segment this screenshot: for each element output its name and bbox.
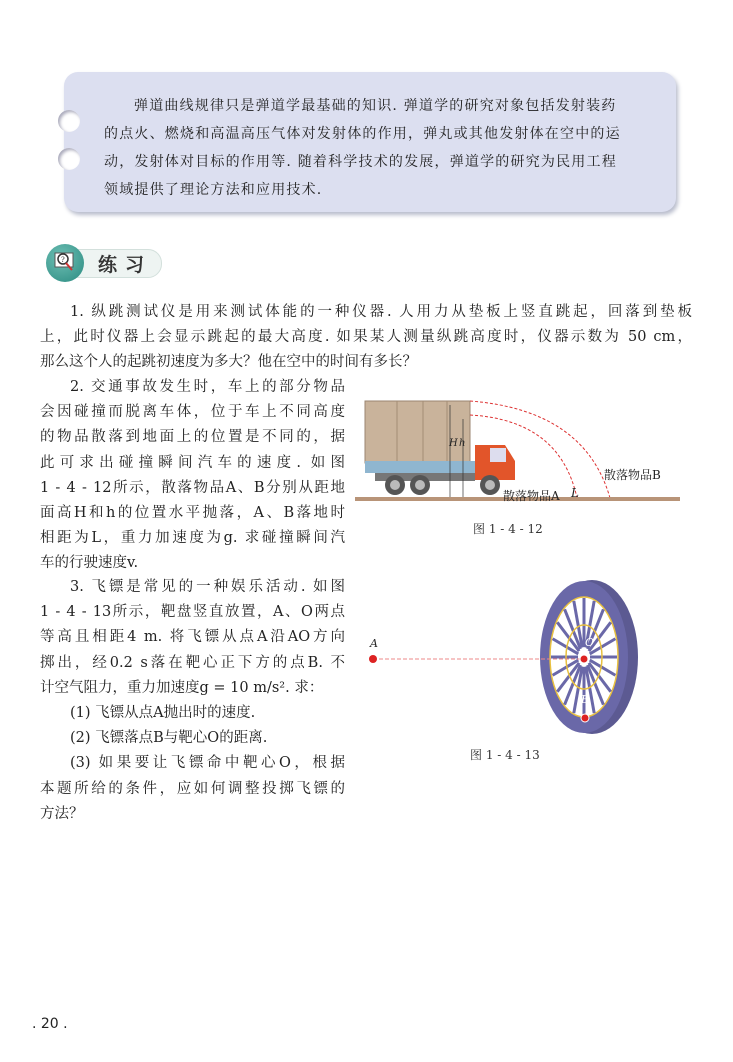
problem-line: 掷出，经0.2 s落在靶心正下方的点B. 不	[40, 654, 345, 671]
note-line: 领域提供了理论方法和应用技术.	[104, 182, 323, 198]
problem-line: 1. 纵跳测试仪是用来测试体能的一种仪器. 人用力从垫板上竖直跳起，回落到垫板	[70, 304, 692, 320]
point-B	[581, 714, 589, 722]
section-title: 练习	[98, 254, 153, 276]
problem-line: 此可求出碰撞瞬间汽车的速度. 如图	[40, 454, 345, 471]
figure-caption: 图 1 - 4 - 12	[473, 522, 543, 536]
label-O: O	[585, 636, 595, 649]
problem-line: 面高H和h的位置水平抛落，A、B落地时	[40, 505, 345, 522]
label-item-A: 散落物品A	[503, 489, 560, 503]
problem-line: 1 - 4 - 13所示，靶盘竖直放置，A、O两点	[40, 604, 345, 621]
reading-note-box	[64, 72, 676, 212]
problem-line: 上，此时仪器上会显示跳起的最大高度. 如果某人测量纵跳高度时，仪器示数为 50 cm，	[40, 329, 692, 346]
problem-line: (1) 飞镖从点A抛出时的速度.	[70, 705, 256, 722]
problem-line: 2. 交通事故发生时，车上的部分物品	[70, 379, 345, 395]
magnifier-question-icon	[46, 244, 84, 282]
problem-line: 会因碰撞而脱离车体，位于车上不同高度	[40, 404, 345, 421]
problem-line: 本题所给的条件，应如何调整投掷飞镖的	[40, 780, 345, 797]
label-h: h	[459, 438, 466, 449]
problem-2	[40, 375, 345, 577]
problem-1	[40, 300, 692, 376]
label-L: L	[571, 486, 579, 500]
binder-hole	[58, 148, 80, 170]
figure-caption: 图 1 - 4 - 13	[470, 748, 540, 762]
problem-line: 1 - 4 - 12所示，散落物品A、B分别从距地	[40, 479, 345, 496]
problem-line: 方法？	[40, 805, 84, 822]
note-line: 的点火、燃烧和高温高压气体对发射体的作用，弹丸或其他发射体在空中的运	[104, 126, 621, 142]
problem-line: 3. 飞镖是常见的一种娱乐活动. 如图	[70, 579, 345, 595]
note-text	[104, 92, 621, 204]
note-line: 动，发射体对目标的作用等. 随着科学技术的发展，弹道学的研究为民用工程	[104, 154, 617, 170]
problem-3	[40, 575, 345, 827]
problem-line: (3) 如果要让飞镖命中靶心O，根据	[70, 755, 345, 772]
figure-dartboard-illustration	[360, 575, 660, 735]
label-H: H	[449, 438, 458, 449]
binder-hole	[58, 110, 80, 132]
label-item-B: 散落物品B	[604, 468, 661, 482]
problem-line: 那么这个人的起跳初速度为多大？他在空中的时间有多长？	[40, 354, 417, 371]
problem-line: (2) 飞镖落点B与靶心O的距离.	[70, 730, 268, 747]
truck-cargo-box	[365, 401, 470, 463]
problem-line: 计空气阻力，重力加速度g = 10 m/s². 求：	[40, 679, 324, 696]
label-A: A	[370, 637, 378, 650]
point-O	[580, 655, 588, 663]
label-B: B	[581, 693, 590, 706]
problem-line: 车的行驶速度v.	[40, 555, 139, 572]
note-line: 弹道曲线规律只是弹道学最基础的知识. 弹道学的研究对象包括发射装药	[134, 98, 617, 114]
problem-line: 相距为L，重力加速度为g. 求碰撞瞬间汽	[40, 530, 345, 547]
section-header-exercise	[46, 244, 162, 280]
problem-line: 的物品散落到地面上的位置是不同的，据	[40, 429, 345, 446]
problem-line: 等高且相距4 m. 将飞镖从点A沿AO方向	[40, 629, 345, 646]
point-A	[369, 655, 377, 663]
page-number: . 20 .	[32, 1016, 68, 1032]
svg-text:?: ?	[61, 256, 65, 264]
